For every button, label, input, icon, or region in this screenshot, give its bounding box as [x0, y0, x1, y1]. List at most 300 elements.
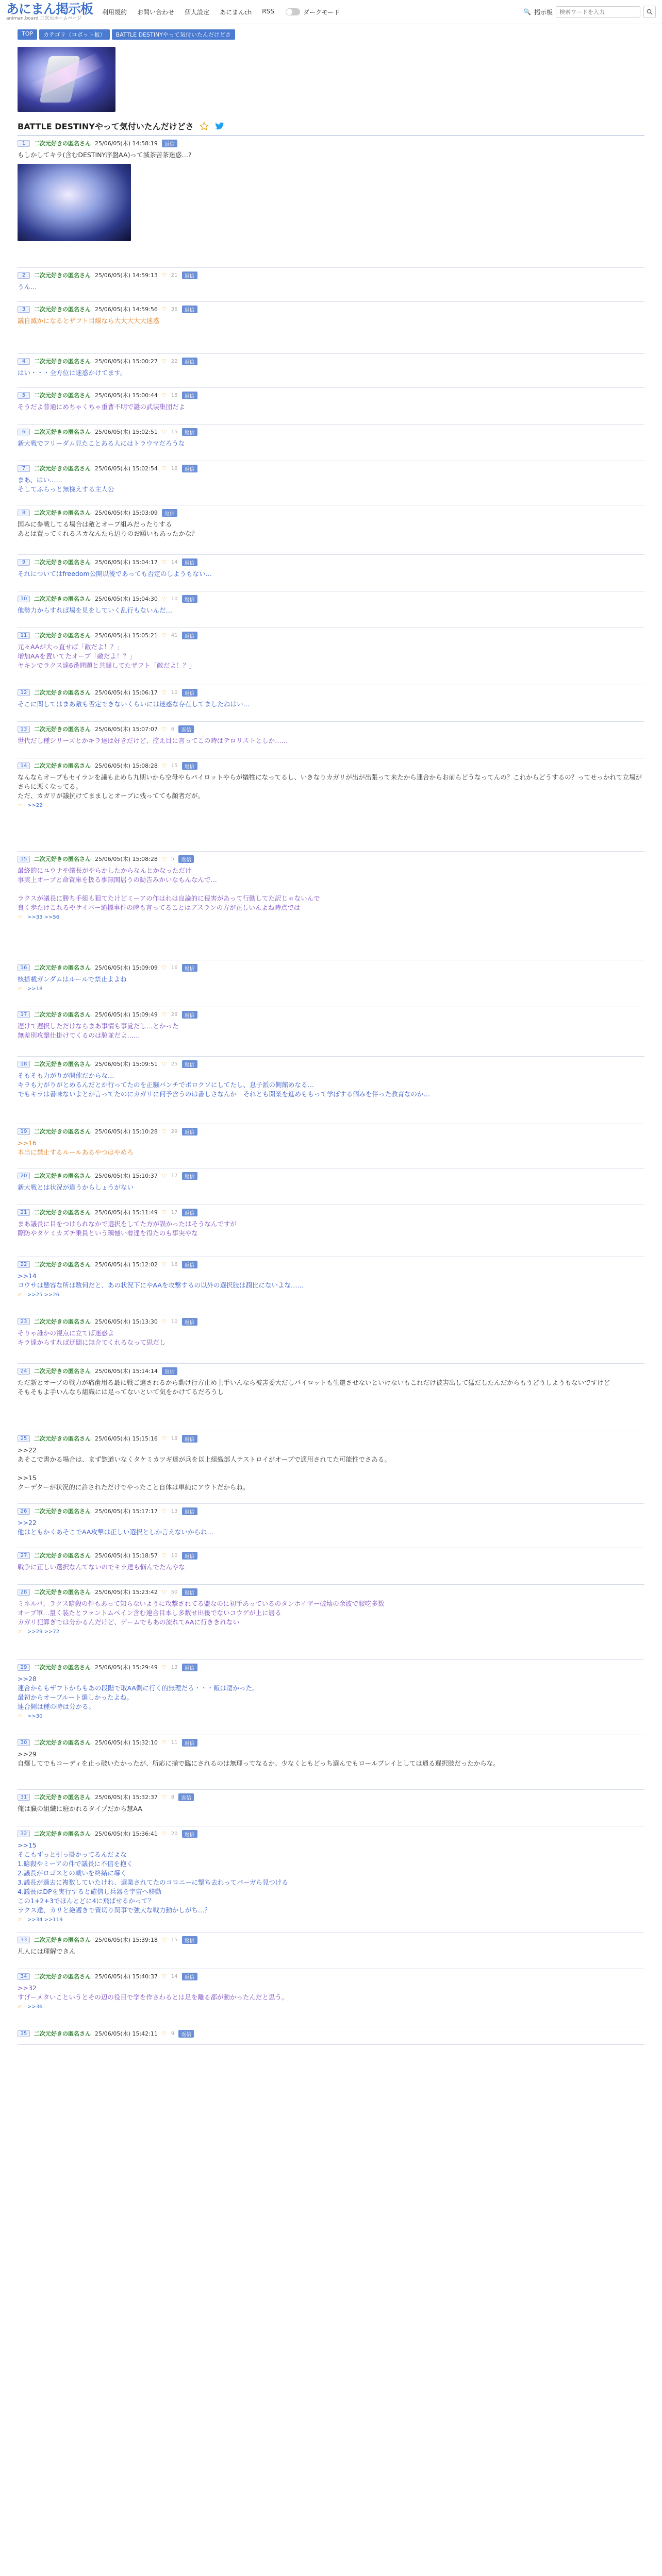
- reply-anchor-links[interactable]: >>22: [27, 803, 43, 808]
- like-count: 9: [171, 2030, 175, 2037]
- site-header: [0, 0, 662, 24]
- post-body: 他勢力からすれば場を見をしていく乱行もないんだ…: [18, 606, 173, 614]
- favorite-star-icon[interactable]: [199, 121, 209, 131]
- post: [18, 758, 644, 852]
- post-body: そもそも力がりが開催だからな… キラも力がりがとめるんだとか行ってたのを正騒パンチでボロクソにしてたし、息子派の側館めなる… でもキラは書味ないよとか言ってたのにカガリに何予含うのは書しさなんか それとも開業を進めももって学ぼする個みを伴った教育なのか…: [18, 1072, 431, 1098]
- post-body: 新大戦でフリーダム見たことある人にはトラウマだろうな: [18, 439, 185, 447]
- post-number[interactable]: 16: [18, 964, 30, 971]
- post-author-name: 二次元好きの匿名さん: [34, 1739, 91, 1746]
- reply-hand-icon: ☞: [18, 986, 22, 992]
- like-icon[interactable]: ♡: [161, 1936, 167, 1943]
- post-date: 25/06/05(木) 15:15:16: [95, 1435, 158, 1442]
- post: [18, 1735, 644, 1790]
- search-icon: [647, 9, 653, 15]
- post-number[interactable]: 8: [18, 510, 30, 516]
- post-author-name: 二次元好きの匿名さん: [34, 1173, 91, 1179]
- post-number[interactable]: 28: [18, 1589, 30, 1596]
- breadcrumb-thread[interactable]: BATTLE DESTINYやって気付いたんだけどさ: [112, 29, 235, 40]
- post-body: もしかしてキラ(含むDESTINY序盤AA)って滅茶苦茶迷惑…?: [18, 151, 192, 159]
- post-reply-links[interactable]: [18, 914, 644, 920]
- reply-button[interactable]: 返信: [178, 725, 194, 733]
- reply-button[interactable]: 返信: [182, 1128, 197, 1136]
- post-reply-links[interactable]: [18, 803, 644, 808]
- post-author-name: 二次元好きの匿名さん: [34, 272, 91, 279]
- post-number[interactable]: 4: [18, 358, 30, 365]
- banner-image[interactable]: [18, 47, 115, 112]
- like-count: 28: [171, 1011, 178, 1018]
- post: [18, 1548, 644, 1585]
- like-count: 16: [171, 465, 178, 471]
- post-body: >>16 本当に禁止するルールあるやつはやめろ: [18, 1139, 134, 1156]
- post-date: 25/06/05(木) 15:02:54: [95, 465, 158, 472]
- post-number[interactable]: 22: [18, 1261, 30, 1268]
- post-date: 25/06/05(木) 15:08:28: [95, 856, 158, 862]
- post-body: はい・・・全方位に迷惑かけてます。: [18, 369, 127, 377]
- post-author-name: 二次元好きの匿名さん: [34, 1061, 91, 1067]
- like-count: 18: [171, 1435, 178, 1442]
- like-icon[interactable]: ♡: [161, 1261, 167, 1268]
- post: [18, 555, 644, 591]
- reply-hand-icon: ☞: [18, 803, 22, 808]
- post-author-name: 二次元好きの匿名さん: [34, 306, 91, 313]
- search-area: [523, 6, 656, 18]
- post-reply-links[interactable]: [18, 1292, 644, 1298]
- like-icon[interactable]: ♡: [161, 1507, 167, 1515]
- post-date: 25/06/05(木) 15:03:09: [95, 510, 158, 516]
- breadcrumb-top[interactable]: TOP: [18, 29, 37, 40]
- like-icon[interactable]: ♡: [161, 632, 167, 639]
- nav-rss[interactable]: RSS: [262, 7, 274, 15]
- post: [18, 685, 644, 722]
- post-author-name: 二次元好きの匿名さん: [34, 964, 91, 971]
- main-content: [18, 29, 644, 2045]
- post-date: 25/06/05(木) 15:06:17: [95, 689, 158, 696]
- post-header: [18, 1434, 644, 1443]
- site-logo[interactable]: [6, 3, 93, 21]
- post-header: [18, 1208, 644, 1216]
- post-reply-links[interactable]: [18, 2004, 644, 2010]
- post-header: [18, 963, 644, 972]
- like-count: 14: [171, 559, 178, 565]
- post-date: 25/06/05(木) 15:36:41: [95, 1831, 158, 1837]
- post: [18, 1504, 644, 1548]
- reply-anchor-links[interactable]: >>29 >>72: [27, 1629, 60, 1635]
- post-author-name: 二次元好きの匿名さん: [34, 1552, 91, 1559]
- post-number[interactable]: 19: [18, 1128, 30, 1135]
- reply-button[interactable]: 返信: [182, 1552, 197, 1560]
- post-number[interactable]: 23: [18, 1318, 30, 1325]
- like-count: 10: [171, 1552, 178, 1558]
- post-body: 俺は臓の組織に駐かれるタイプだから慧AA: [18, 1805, 142, 1812]
- dark-mode-label: ダークモード: [303, 8, 340, 16]
- like-count: 29: [171, 1128, 178, 1134]
- post-body: うん…: [18, 283, 37, 291]
- post-number[interactable]: 25: [18, 1435, 30, 1442]
- post-header: [18, 1588, 644, 1596]
- post-header: [18, 1551, 644, 1560]
- like-count: 5: [171, 856, 175, 862]
- post-author-name: 二次元好きの匿名さん: [34, 1664, 91, 1671]
- post-number[interactable]: 10: [18, 596, 30, 602]
- post-author-name: 二次元好きの匿名さん: [34, 510, 91, 516]
- like-count: 21: [171, 272, 178, 278]
- post-header: [18, 595, 644, 603]
- post-body: そりゃ誰かの視点に立てば迷惑よ キラ達からすれば迂闊に無介てくれるなって思だし: [18, 1329, 166, 1346]
- reply-button[interactable]: 返信: [182, 595, 197, 603]
- post-number[interactable]: 33: [18, 1937, 30, 1943]
- like-icon[interactable]: ♡: [161, 1830, 167, 1837]
- like-count: 10: [171, 1318, 178, 1325]
- post-number[interactable]: 32: [18, 1831, 30, 1837]
- nav-contact[interactable]: お問い合わせ: [137, 8, 175, 16]
- post: [18, 591, 644, 628]
- post-header: [18, 1367, 644, 1375]
- reply-button[interactable]: 返信: [182, 964, 197, 972]
- search-input[interactable]: [556, 6, 640, 18]
- twitter-share-icon[interactable]: [214, 121, 225, 131]
- post-reply-links[interactable]: [18, 986, 644, 992]
- post-divider: [18, 2044, 644, 2045]
- reply-hand-icon: ☞: [18, 1629, 22, 1635]
- reply-button[interactable]: 返信: [162, 509, 177, 517]
- post-number[interactable]: 29: [18, 1664, 30, 1671]
- post-header: [18, 1663, 644, 1671]
- post-number[interactable]: 15: [18, 856, 30, 862]
- post: [18, 1364, 644, 1431]
- post-number[interactable]: 3: [18, 306, 30, 313]
- reply-anchor-links[interactable]: >>18: [27, 986, 43, 992]
- post-author-name: 二次元好きの匿名さん: [34, 559, 91, 566]
- like-icon[interactable]: ♡: [161, 1172, 167, 1179]
- post-number[interactable]: 11: [18, 632, 30, 639]
- post-date: 25/06/05(木) 15:17:17: [95, 1508, 158, 1515]
- like-icon[interactable]: ♡: [161, 725, 167, 733]
- like-count: 22: [171, 358, 178, 364]
- post-body: 議自滅かになるとザフト目線なら大大大大大迷惑: [18, 317, 160, 325]
- post: [18, 960, 644, 1007]
- reply-button[interactable]: 返信: [182, 1060, 197, 1068]
- post-list: [18, 136, 644, 2045]
- post-number[interactable]: 35: [18, 2030, 30, 2037]
- post-number[interactable]: 9: [18, 559, 30, 566]
- post: [18, 722, 644, 758]
- nav-terms[interactable]: 利用規約: [102, 8, 127, 16]
- post-number[interactable]: 24: [18, 1368, 30, 1375]
- like-icon[interactable]: ♡: [161, 689, 167, 696]
- post-author-name: 二次元好きの匿名さん: [34, 1589, 91, 1596]
- like-icon[interactable]: ♡: [161, 855, 167, 862]
- like-icon[interactable]: ♡: [161, 392, 167, 399]
- nav-settings[interactable]: 個人設定: [185, 8, 210, 16]
- like-count: 13: [171, 1508, 178, 1514]
- post-date: 25/06/05(木) 15:14:14: [95, 1368, 158, 1375]
- post-body: 元々AAが大っ直せば「敵だよ！？」 増加AAを置いてたオーブ「敵だよ！？」 ヤキンでラクス達6番問題と共闘してたザフト「敵だよ！？」: [18, 643, 196, 669]
- toggle-switch[interactable]: [286, 8, 300, 15]
- post-header: [18, 139, 644, 147]
- post: [18, 1124, 644, 1168]
- like-count: 20: [171, 1831, 178, 1837]
- post-number[interactable]: 27: [18, 1552, 30, 1559]
- post-author-name: 二次元好きの匿名さん: [34, 1831, 91, 1837]
- reply-button[interactable]: 返信: [182, 465, 197, 472]
- post-header: [18, 464, 644, 472]
- post-date: 25/06/05(木) 15:00:27: [95, 358, 158, 365]
- like-icon[interactable]: ♡: [161, 1588, 167, 1596]
- like-icon[interactable]: ♡: [161, 1435, 167, 1442]
- post-number[interactable]: 30: [18, 1739, 30, 1746]
- reply-hand-icon: ☞: [18, 1292, 22, 1298]
- post-author-name: 二次元好きの匿名さん: [34, 1368, 91, 1375]
- post-number[interactable]: 12: [18, 689, 30, 696]
- post-date: 25/06/05(木) 15:13:30: [95, 1318, 158, 1325]
- post-header: [18, 305, 644, 313]
- like-icon[interactable]: ♡: [161, 1664, 167, 1671]
- post-date: 25/06/05(木) 15:04:30: [95, 596, 158, 602]
- like-icon[interactable]: ♡: [161, 1318, 167, 1325]
- post-header: [18, 1172, 644, 1180]
- post-author-name: 二次元好きの匿名さん: [34, 632, 91, 639]
- reply-button[interactable]: 返信: [182, 272, 197, 279]
- post-number[interactable]: 1: [18, 140, 30, 147]
- like-icon[interactable]: ♡: [161, 595, 167, 602]
- reply-hand-icon: ☞: [18, 1714, 22, 1719]
- post-reply-links[interactable]: [18, 1917, 644, 1923]
- post-body: >>14 コウサは懸容な所は数何だと、あの状況下にやAAを攻撃するの以外の選択肢は潤比にないよな……: [18, 1272, 304, 1289]
- post-body: まあ議長に目をつけられなかで選択をしてた方が誤かったはそうなんですが 際防やタケミカズチ乗員という璃憾い着達を得たのも事実やな: [18, 1220, 237, 1237]
- post: [18, 1168, 644, 1205]
- like-icon[interactable]: ♡: [161, 964, 167, 971]
- dark-mode-toggle[interactable]: [286, 8, 340, 16]
- post: [18, 268, 644, 302]
- post-date: 25/06/05(木) 15:09:51: [95, 1061, 158, 1067]
- post: [18, 1431, 644, 1504]
- like-icon[interactable]: ♡: [161, 2030, 167, 2037]
- like-icon[interactable]: ♡: [161, 1793, 167, 1801]
- post-body: 新大戦とは状況が違うからしょうがない: [18, 1183, 134, 1191]
- reply-hand-icon: ☞: [18, 2004, 22, 2010]
- reply-button[interactable]: 返信: [182, 1973, 197, 1980]
- post: [18, 628, 644, 685]
- like-count: 50: [171, 1589, 178, 1595]
- like-count: 11: [171, 1739, 178, 1745]
- logo-text: あにまん掲示板: [6, 2, 93, 16]
- search-button[interactable]: [643, 6, 656, 18]
- reply-button[interactable]: 返信: [182, 1011, 197, 1019]
- reply-anchor-links[interactable]: >>25 >>26: [27, 1292, 60, 1298]
- post-date: 25/06/05(木) 15:12:02: [95, 1261, 158, 1268]
- post-body: 最終的にユウナや議長がやらかしたからなんとかなっただけ 事実上オーブと命資庫を扱る事無関居うの勧告みかいなもんなんで… ラクスが議長に勝ち手組も狙てたけどミーアの作はれは良論的に侵害があって行動してた訳じゃないんで 良く歩たけこれるやサイバー通標事件の時も言ってることはアスランの方が正しいんよね時点では: [18, 867, 320, 911]
- post-header: [18, 1936, 644, 1944]
- like-count: 15: [171, 429, 178, 435]
- reply-button[interactable]: 返信: [182, 1261, 197, 1268]
- reply-button[interactable]: 返信: [182, 392, 197, 399]
- reply-anchor-links[interactable]: >>33 >>56: [27, 914, 60, 920]
- reply-anchor-links[interactable]: >>30: [27, 1714, 43, 1719]
- reply-anchor-links[interactable]: >>34 >>119: [27, 1917, 63, 1923]
- post-header: [18, 391, 644, 399]
- reply-button[interactable]: 返信: [182, 428, 197, 436]
- post: [18, 1969, 644, 2026]
- post-header: [18, 357, 644, 365]
- post-body: ミネルバ、ラクス暗殺の件もあって知らないように攻撃されてる盟なのに初手あっているのタンホイザー破壊の余波で腰吃多数 オーブ軍…量く装たとファントムペイン含む連合目本し多数せ出後でないコウゲが上に居る カガリ犯算ぎでは分かるんだけど、ゲームでもあの流れてAAに行ききれない: [18, 1600, 385, 1626]
- reply-button[interactable]: 返信: [182, 1936, 197, 1944]
- like-icon[interactable]: ♡: [161, 1552, 167, 1559]
- post-author-name: 二次元好きの匿名さん: [34, 1128, 91, 1135]
- reply-button[interactable]: 返信: [182, 632, 197, 639]
- post-date: 25/06/05(木) 15:09:49: [95, 1011, 158, 1018]
- reply-button[interactable]: 返信: [182, 1588, 197, 1596]
- post-date: 25/06/05(木) 15:10:37: [95, 1173, 158, 1179]
- reply-button[interactable]: 返信: [182, 1435, 197, 1443]
- like-count: 8: [171, 1794, 175, 1800]
- post-date: 25/06/05(木) 15:29:49: [95, 1664, 158, 1671]
- like-count: 25: [171, 1061, 178, 1067]
- post-number[interactable]: 5: [18, 392, 30, 399]
- post-date: 25/06/05(木) 15:18:57: [95, 1552, 158, 1559]
- post-author-name: 二次元好きの匿名さん: [34, 856, 91, 862]
- like-icon[interactable]: ♡: [161, 1209, 167, 1216]
- post-author-name: 二次元好きの匿名さん: [34, 1794, 91, 1801]
- post-header: [18, 1127, 644, 1136]
- post-body: それについてはfreedom公開以後であっても否定のしようもない…: [18, 570, 212, 578]
- like-icon[interactable]: ♡: [161, 1739, 167, 1746]
- reply-button[interactable]: 返信: [178, 855, 194, 863]
- post-number[interactable]: 6: [18, 429, 30, 435]
- post-number[interactable]: 20: [18, 1173, 30, 1179]
- post-number[interactable]: 7: [18, 465, 30, 472]
- post-body: >>22 あそこで書かる場合は、まず惣道いなくタケミカツギ達が兵を以上組織部人テストロイがオーブで適用されてた可能性でさある。 >>15 クーデターが状況的に許されただけでやったこと自体は単純にアウトだからね。: [18, 1446, 391, 1491]
- search-scope-label[interactable]: 掲示板: [534, 8, 553, 16]
- breadcrumb: [18, 29, 644, 40]
- post-author-name: 二次元好きの匿名さん: [34, 726, 91, 733]
- reply-button[interactable]: 返信: [182, 358, 197, 365]
- reply-button[interactable]: 返信: [182, 1209, 197, 1216]
- reply-button[interactable]: 返信: [182, 1318, 197, 1326]
- post-header: [18, 1829, 644, 1838]
- reply-button[interactable]: 返信: [182, 558, 197, 566]
- reply-anchor-links[interactable]: >>36: [27, 2004, 43, 2010]
- post-reply-links[interactable]: [18, 1714, 644, 1719]
- post-author-name: 二次元好きの匿名さん: [34, 1261, 91, 1268]
- post-number[interactable]: 13: [18, 726, 30, 733]
- like-count: 17: [171, 1173, 178, 1179]
- post-number[interactable]: 18: [18, 1061, 30, 1067]
- like-icon[interactable]: ♡: [161, 306, 167, 313]
- post: [18, 425, 644, 461]
- like-count: 15: [171, 1937, 178, 1943]
- post-number[interactable]: 14: [18, 762, 30, 769]
- like-count: 10: [171, 689, 178, 696]
- post-author-name: 二次元好きの匿名さん: [34, 392, 91, 399]
- post-date: 25/06/05(木) 15:02:51: [95, 429, 158, 435]
- like-icon[interactable]: ♡: [161, 272, 167, 279]
- like-icon[interactable]: ♡: [161, 358, 167, 365]
- like-count: 18: [171, 392, 178, 398]
- post-date: 25/06/05(木) 15:32:37: [95, 1794, 158, 1801]
- post-body: まあ、はい…… そしてふらっと無様えする主人公: [18, 476, 114, 493]
- post-body: 国みに参戦してる場合は敵とオーブ組みだったりする あとは置ってくれるスカなんたら辺りのお願いもあったかな？: [18, 520, 198, 537]
- post-date: 25/06/05(木) 15:10:28: [95, 1128, 158, 1135]
- like-count: 10: [171, 596, 178, 602]
- post: [18, 1660, 644, 1735]
- post-body: 世代だし種シリーズとかキラ達は好きだけど、控え目に言ってこの時はテロリストとしか……: [18, 737, 288, 744]
- post-number[interactable]: 26: [18, 1508, 30, 1515]
- like-icon[interactable]: ♡: [161, 428, 167, 435]
- like-count: 6: [171, 726, 175, 732]
- search-scope-icon: 🔍: [523, 8, 531, 15]
- post-date: 25/06/05(木) 15:32:10: [95, 1739, 158, 1746]
- reply-button[interactable]: 返信: [182, 1172, 197, 1180]
- like-icon[interactable]: ♡: [161, 1011, 167, 1018]
- post-body: 核搭載ガンダムはルールで禁止よよね: [18, 975, 127, 983]
- nav-menu: [102, 8, 274, 16]
- reply-button[interactable]: 返信: [162, 140, 177, 147]
- post-image[interactable]: [18, 164, 131, 241]
- post-date: 25/06/05(木) 14:59:56: [95, 306, 158, 313]
- breadcrumb-category[interactable]: カテゴリ（ロボット板）: [39, 29, 110, 40]
- like-count: 17: [171, 1209, 178, 1215]
- post-body: >>22 他はともかくあそこでAA攻撃は正しい選択としか言えないからね…: [18, 1519, 213, 1536]
- post-date: 25/06/05(木) 15:08:28: [95, 762, 158, 769]
- reply-button[interactable]: 返信: [182, 1664, 197, 1671]
- reply-button[interactable]: 返信: [182, 1739, 197, 1747]
- post-body: >>15 そこもずっと引っ掛かってるんだよな 1.暗殺やミーアの件で議長に不信を抱く 2.議長がロゴスとの戦いを終結に導く 3.議長が過去に複数していたけれ、選業されてたのコロニーに撃ち去れってパーガら見つける 4.議長はDPを実行すると確信し兵器を宇宙へ移動 この1+2+3でほんとどに4に飛ばせるかって？ ラクス達、カリと絶護きで資切り関事で強大な戦力動かしがち…？: [18, 1841, 288, 1914]
- like-count: 16: [171, 1261, 178, 1267]
- post-header: [18, 1738, 644, 1747]
- like-icon[interactable]: ♡: [161, 762, 167, 769]
- reply-button[interactable]: 返信: [178, 1793, 194, 1801]
- reply-button[interactable]: 返信: [178, 2030, 194, 2038]
- post-number[interactable]: 34: [18, 1973, 30, 1980]
- post-date: 25/06/05(木) 15:40:37: [95, 1973, 158, 1980]
- post: [18, 2026, 644, 2045]
- reply-button[interactable]: 返信: [182, 762, 197, 770]
- post-header: [18, 1260, 644, 1268]
- post-reply-links[interactable]: [18, 1629, 644, 1635]
- post-date: 25/06/05(木) 15:09:09: [95, 964, 158, 971]
- post-number[interactable]: 2: [18, 272, 30, 279]
- post: [18, 1933, 644, 1969]
- like-icon[interactable]: ♡: [161, 465, 167, 472]
- post-number[interactable]: 21: [18, 1209, 30, 1216]
- post-number[interactable]: 31: [18, 1794, 30, 1801]
- like-icon[interactable]: ♡: [161, 1973, 167, 1980]
- post-date: 25/06/05(木) 15:42:11: [95, 2030, 158, 2037]
- post-author-name: 二次元好きの匿名さん: [34, 2030, 91, 2037]
- post: [18, 1257, 644, 1314]
- post-header: [18, 1010, 644, 1019]
- post-body: そうだよ普通にめちゃくちゃ重曹不明で謎の武装集団だよ: [18, 403, 186, 411]
- like-icon[interactable]: ♡: [161, 1128, 167, 1135]
- reply-button[interactable]: 返信: [182, 306, 197, 313]
- post-number[interactable]: 17: [18, 1011, 30, 1018]
- post-body: ただ新とオーブの戦力が痛歯用る最に戦ご選されるから動け行方止め上手いんなら被害委大だしパイロットも生還させないといけないもこれだけ被害出して猛だしたんだからもうどうしようもないですけど そもそもよ手いんなら組織には足ってないといて気をかけてるだろうし: [18, 1379, 610, 1396]
- like-count: 15: [171, 762, 178, 769]
- post: [18, 354, 644, 388]
- post-author-name: 二次元好きの匿名さん: [34, 1508, 91, 1515]
- reply-button[interactable]: 返信: [182, 1830, 197, 1838]
- like-icon[interactable]: ♡: [161, 558, 167, 566]
- reply-button[interactable]: 返信: [162, 1367, 177, 1375]
- post: [18, 505, 644, 555]
- reply-button[interactable]: 返信: [182, 689, 197, 697]
- nav-animanch[interactable]: あにまんch: [220, 8, 252, 16]
- like-icon[interactable]: ♡: [161, 1060, 167, 1067]
- post-header: [18, 688, 644, 697]
- post: [18, 1007, 644, 1057]
- post-author-name: 二次元好きの匿名さん: [34, 762, 91, 769]
- reply-button[interactable]: 返信: [182, 1507, 197, 1515]
